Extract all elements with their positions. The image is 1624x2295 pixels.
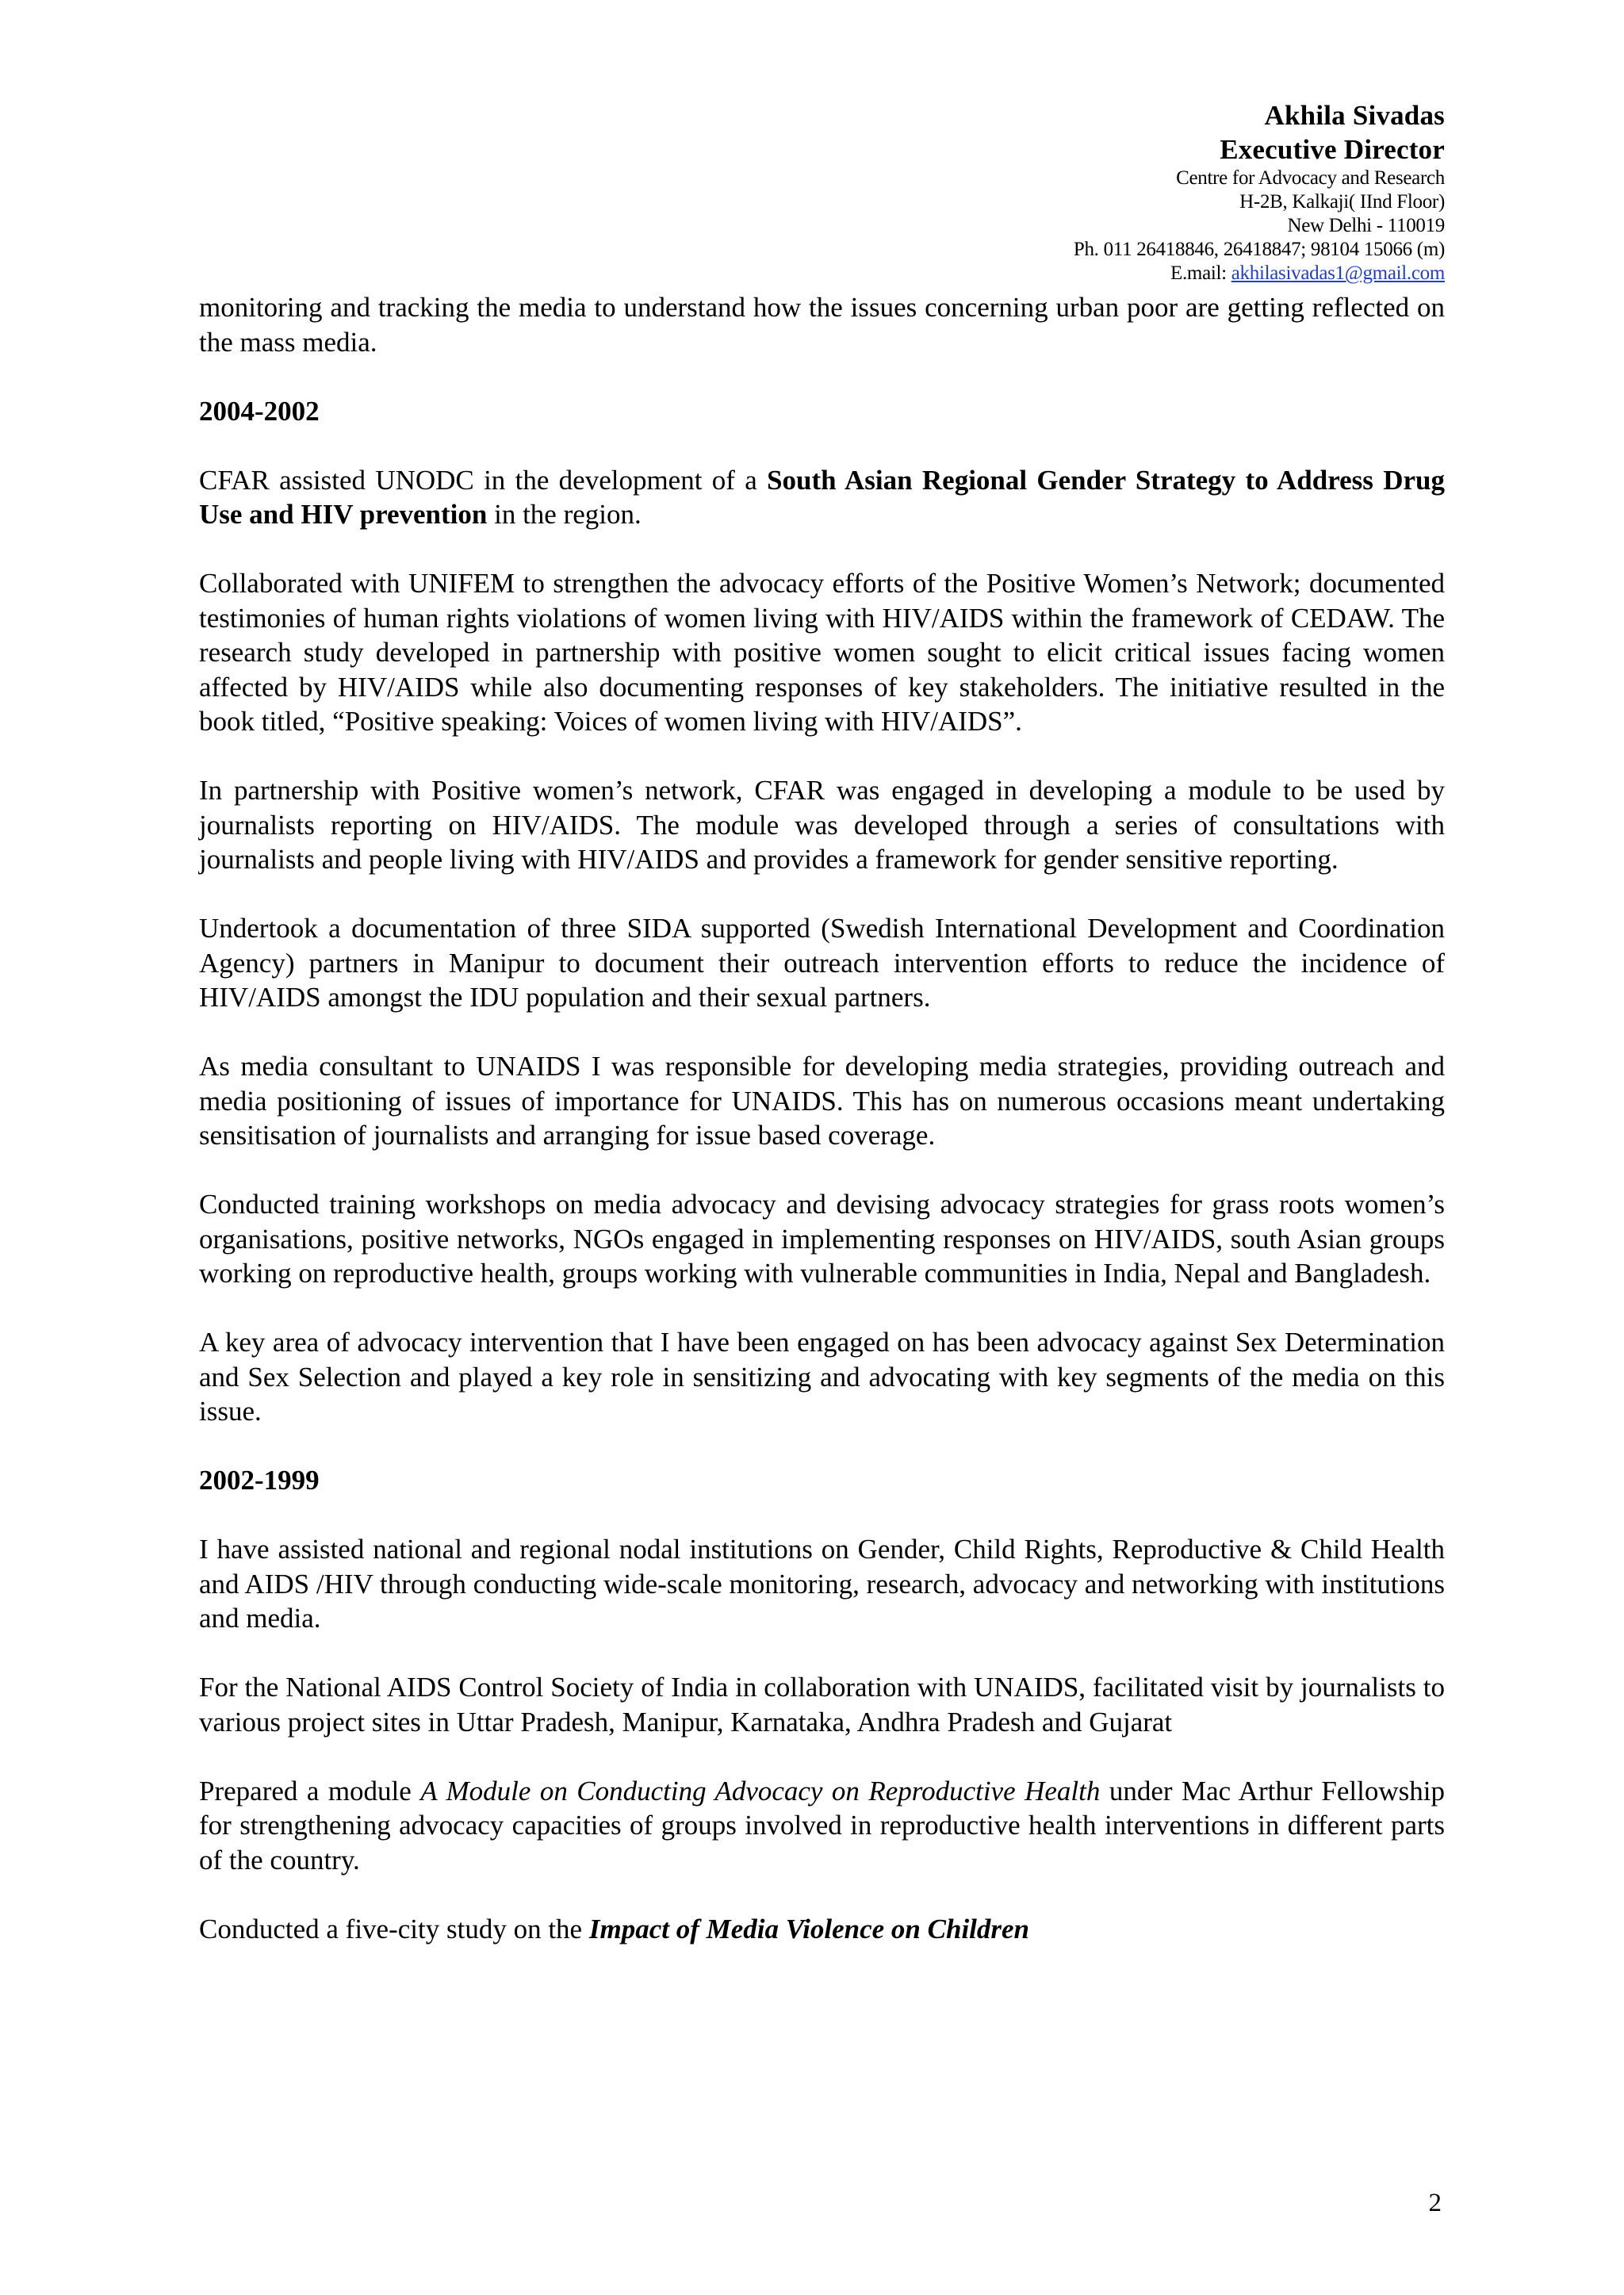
paragraph-naco: For the National AIDS Control Society of India in collaboration with UNAIDS, facilitated visit by journalists to various project sites in Uttar Pradesh, Manipur, Karnataka, Andhra Pradesh and Gujarat (199, 1672, 1445, 1738)
paragraph-continued: monitoring and tracking the media to understand how the issues concerning urban poor are getting reflected on the mass media. (199, 292, 1445, 358)
email-line (731, 262, 1445, 285)
paragraph-unaids: As media consultant to UNAIDS I was responsible for developing media strategies, providing outreach and media positioning of issues of importance for UNAIDS. This has on numerous occasions meant undertaking sensitisation of journalists and arranging for issue based coverage. (199, 1051, 1445, 1151)
paragraph-unifem: Collaborated with UNIFEM to strengthen the advocacy efforts of the Positive Women’s Network; documented testimonies of human rights violations of women living with HIV/AIDS within the framework of CEDAW. The research study developed in partnership with positive women sought to elicit critical issues facing women affected by HIV/AIDS while also documenting responses of key stakeholders. The initiative resulted in the book titled, “Positive speaking: Voices of women living with HIV/AIDS”. (199, 568, 1445, 737)
text-run: CFAR assisted UNODC in the development of a (199, 464, 768, 496)
paragraph-nodal-institutions: I have assisted national and regional nodal institutions on Gender, Child Rights, Reproductive & Child Health and AIDS /HIV through conducting wide-scale monitoring, research, advocacy and networking with institutions and media. (199, 1534, 1445, 1634)
email-label: E.mail: (1170, 262, 1231, 284)
address-line-1: H-2B, Kalkaji( IInd Floor) (1239, 191, 1445, 213)
author-name: Akhila Sivadas (1264, 100, 1445, 131)
section-heading-2004-2002: 2004-2002 (199, 395, 320, 427)
italic-module-title: A Module on Conducting Advocacy on Reproductive Health (420, 1775, 1101, 1806)
text-run: in the region. (487, 499, 642, 530)
text-run: Conducted a five-city study on the (199, 1913, 589, 1944)
document-body (199, 290, 1445, 1981)
paragraph-media-violence (199, 1912, 1445, 1947)
address-line-2: New Delhi - 110019 (1287, 215, 1445, 236)
letterhead (731, 98, 1445, 285)
section-heading-2002-1999: 2002-1999 (199, 1465, 320, 1496)
bold-italic-study-title: Impact of Media Violence on Children (588, 1913, 1030, 1944)
organization-name: Centre for Advocacy and Research (1176, 167, 1445, 189)
bold-strategy-title: South Asian Regional Gender Strategy to Address Drug Use and HIV prevention (199, 464, 1445, 530)
paragraph-sida: Undertook a documentation of three SIDA supported (Swedish International Development and Coordination Agency) partners in Manipur to document their outreach intervention efforts to reduce the incidence of HIV/AIDS amongst the IDU population and their sexual partners. (199, 913, 1445, 1013)
page-number: 2 (1428, 2189, 1442, 2217)
paragraph-module-advocacy (199, 1774, 1445, 1878)
paragraph-unodc (199, 463, 1445, 532)
paragraph-sex-selection: A key area of advocacy intervention that I have been engaged on has been advocacy against Sex Determination and Sex Selection and played a key role in sensitizing and advocating with key segments of the media on this issue. (199, 1327, 1445, 1427)
paragraph-training: Conducted training workshops on media advocacy and devising advocacy strategies for grass roots women’s organisations, positive networks, NGOs engaged in implementing responses on HIV/AIDS, south Asian groups working on reproductive health, groups working with vulnerable communities in India, Nepal and Bangladesh. (199, 1189, 1445, 1289)
author-title: Executive Director (1220, 134, 1445, 165)
text-run: under Mac Arthur Fellowship for strengthening advocacy capacities of groups involved in reproductive health interventions in different parts of the country. (199, 1775, 1445, 1875)
paragraph-journalist-module: In partnership with Positive women’s network, CFAR was engaged in developing a module to be used by journalists reporting on HIV/AIDS. The module was developed through a series of consultations with journalists and people living with HIV/AIDS and provides a framework for gender sensitive reporting. (199, 775, 1445, 875)
text-run: Prepared a module (199, 1775, 421, 1806)
phone-numbers: Ph. 011 26418846, 26418847; 98104 15066 (m) (1073, 239, 1445, 260)
email-link[interactable]: akhilasivadas1@gmail.com (1231, 262, 1445, 284)
